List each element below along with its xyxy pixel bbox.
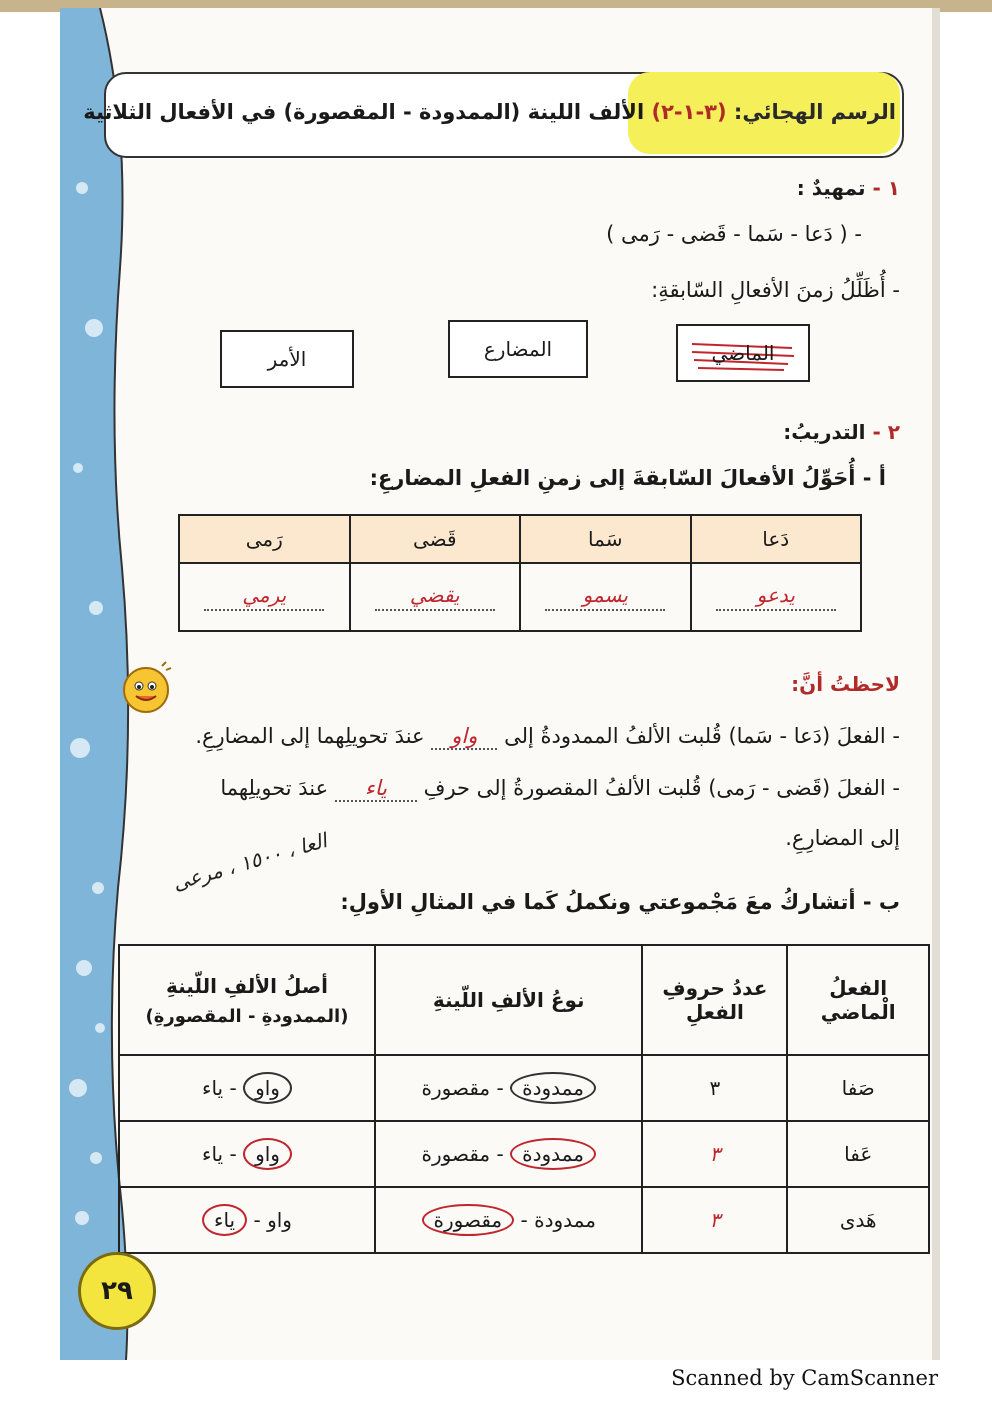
origin-option-a[interactable]: واو <box>243 1138 292 1170</box>
smiley-icon <box>116 660 172 716</box>
notice-line1-end: عندَ تحويلِهما إلى المضارِعِ. <box>195 724 425 748</box>
part-a-instruction: أ - أُحَوِّلُ الأفعالَ السّابقةَ إلى زمنِ الفعلِ المضارعِ: <box>369 466 886 490</box>
verb-cell: عَفا <box>787 1121 929 1187</box>
origin-cell[interactable]: واو - ياء <box>119 1187 375 1253</box>
header-type: نوعُ الألفِ اللّينةِ <box>375 945 642 1055</box>
header-count: عددُ حروفِ الفعلِ <box>642 945 787 1055</box>
answer-field[interactable]: يدعو <box>716 583 836 611</box>
lesson-title <box>83 100 896 124</box>
header-verb: الفعلُ الْماضي <box>787 945 929 1055</box>
part-b-instruction: ب - أتشاركُ معَ مَجْموعتي ونكملُ كَما في المثالِ الأولِ: <box>340 890 900 914</box>
scanner-footer: Scanned by CamScanner <box>671 1366 938 1390</box>
type-option-a[interactable]: ممدودة <box>510 1138 596 1170</box>
notice-line1-start: - الفعلَ (دَعا - سَما) قُلبت الألفُ الممدودةُ إلى <box>504 724 900 748</box>
notice-line2-answer[interactable]: ياء <box>335 776 417 802</box>
table-header-cell: قَضى <box>350 515 521 563</box>
table-row <box>119 1187 929 1253</box>
type-cell[interactable]: ممدودة - مقصورة <box>375 1055 642 1121</box>
page-edge-shadow <box>932 8 940 1360</box>
page-number: ٢٩ <box>78 1252 156 1330</box>
alif-table <box>118 944 930 1254</box>
answer-cell[interactable] <box>179 563 350 631</box>
answer-field[interactable]: يسمو <box>545 583 665 611</box>
answer-field[interactable]: يقضي <box>375 583 495 611</box>
answer-cell[interactable] <box>691 563 862 631</box>
notice-line2-end: عندَ تحويلِهما <box>220 776 329 800</box>
count-cell: ٣ <box>642 1055 787 1121</box>
training-heading-text: التدريبُ: <box>783 420 866 444</box>
table-header-row <box>179 515 861 563</box>
table-header-cell: رَمى <box>179 515 350 563</box>
origin-option-b[interactable]: ياء <box>202 1142 224 1166</box>
origin-option-a[interactable]: واو <box>267 1208 292 1232</box>
notice-line-3: إلى المضارِعِ. <box>785 826 900 850</box>
intro-verbs-line: - ( دَعا - سَما - قَضى - رَمى ) <box>606 222 862 246</box>
verb-cell: صَفا <box>787 1055 929 1121</box>
notice-heading: لاحظتُ أنَّ: <box>791 672 900 696</box>
type-option-b[interactable]: مقصورة <box>422 1204 515 1236</box>
notice-line-1 <box>195 724 900 748</box>
title-label: الرسم الهجائي: <box>733 100 896 124</box>
title-code: (٣-١-٢) <box>651 100 727 124</box>
table-row <box>119 1055 929 1121</box>
tense-present-label: المضارع <box>483 337 553 361</box>
type-option-b[interactable]: مقصورة <box>421 1142 491 1166</box>
origin-option-b[interactable]: ياء <box>202 1076 224 1100</box>
intro-heading-text: تمهيدٌ : <box>796 176 866 200</box>
type-cell[interactable]: ممدودة - مقصورة <box>375 1187 642 1253</box>
intro-instruction: - أُظَلِّلُ زمنَ الأفعالِ السّابقةِ: <box>651 278 900 302</box>
type-cell[interactable]: ممدودة - مقصورة <box>375 1121 642 1187</box>
table-header-cell: دَعا <box>691 515 862 563</box>
tense-imperative-label: الأمر <box>267 347 307 371</box>
header-origin-line1: أصلُ الألفِ اللّينةِ <box>165 973 329 998</box>
alif-table-header <box>119 945 929 1055</box>
origin-cell[interactable]: واو - ياء <box>119 1121 375 1187</box>
conversion-table <box>178 514 862 632</box>
type-option-b[interactable]: مقصورة <box>421 1076 491 1100</box>
notice-line2-start: - الفعلَ (قَضى - رَمى) قُلبت الألفُ المقصورةُ إلى حرفِ <box>423 776 900 800</box>
count-cell[interactable]: ٣ <box>642 1121 787 1187</box>
tense-box-present[interactable] <box>448 320 588 378</box>
answer-cell[interactable] <box>350 563 521 631</box>
header-origin <box>119 945 375 1055</box>
answer-cell[interactable] <box>520 563 691 631</box>
handwritten-note: العا ، ١٥٠٠ ، مرعى <box>170 828 330 896</box>
origin-option-b[interactable]: ياء <box>202 1204 247 1236</box>
answer-field[interactable]: يرمي <box>204 583 324 611</box>
table-header-cell: سَما <box>520 515 691 563</box>
title-topic: الألف اللينة (الممدودة - المقصورة) في الأفعال الثلاثية <box>83 100 645 124</box>
count-cell[interactable]: ٣ <box>642 1187 787 1253</box>
training-heading <box>783 420 900 444</box>
tense-box-imperative[interactable] <box>220 330 354 388</box>
tense-box-past[interactable] <box>676 324 810 382</box>
tense-past-label: الماضي <box>711 341 775 365</box>
training-heading-number: ٢ - <box>872 420 900 444</box>
notice-line-2 <box>220 776 900 800</box>
origin-cell[interactable]: واو - ياء <box>119 1055 375 1121</box>
type-option-a[interactable]: ممدودة <box>510 1072 596 1104</box>
header-origin-line2: (الممدودةِ - المقصورةِ) <box>145 1005 349 1027</box>
type-option-a[interactable]: ممدودة <box>534 1208 596 1232</box>
verb-cell: هَدى <box>787 1187 929 1253</box>
table-answer-row <box>179 563 861 631</box>
origin-option-a[interactable]: واو <box>243 1072 292 1104</box>
intro-heading <box>797 176 900 200</box>
intro-heading-number: ١ - <box>872 176 900 200</box>
table-row <box>119 1121 929 1187</box>
notice-line1-answer[interactable]: واو <box>431 724 497 750</box>
